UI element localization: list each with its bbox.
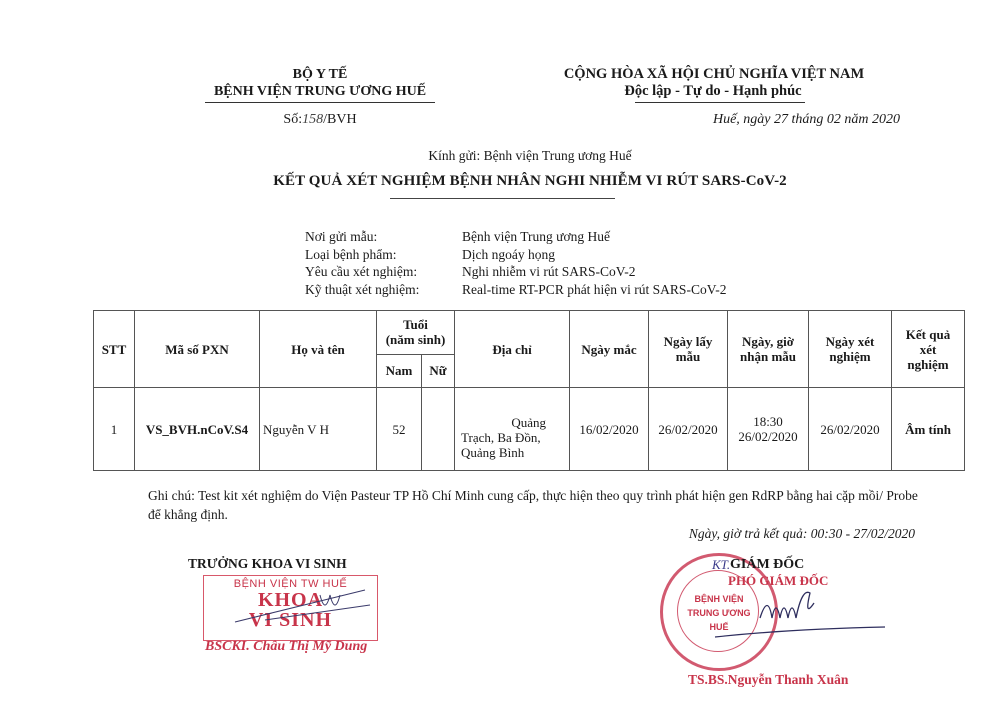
header-code: Mã số PXN bbox=[135, 311, 260, 388]
table-row bbox=[94, 388, 965, 471]
signature-left-scribble bbox=[225, 580, 375, 630]
header-stt: STT bbox=[94, 311, 135, 388]
note: Ghi chú: Test kit xét nghiệm do Viện Pasteur TP Hồ Chí Minh cung cấp, thực hiện theo quy trình phát hiện gen RdRP bằng hai cặp mồi/ Probe để khẳng định. bbox=[148, 488, 918, 522]
header-name: Họ và tên bbox=[260, 311, 377, 388]
document-number: Số:158/BVH bbox=[283, 112, 357, 127]
signature-left-name: BSCKI. Châu Thị Mỹ Dung bbox=[205, 639, 368, 654]
signature-right-subtitle: PHÓ GIÁM ĐỐC bbox=[728, 573, 829, 588]
header-age: Tuổi (năm sinh) bbox=[377, 311, 455, 355]
info-row-technique: Kỹ thuật xét nghiệm: Real-time RT-PCR phát hiện vi rút SARS-CoV-2 bbox=[305, 281, 727, 297]
nation-name: CỘNG HÒA XÃ HỘI CHỦ NGHĨA VIỆT NAM bbox=[563, 66, 865, 82]
cell-address: Quảng Trạch, Ba Đồn, Quảng Bình bbox=[455, 388, 570, 471]
header-address: Địa chỉ bbox=[455, 311, 570, 388]
cell-name: Nguyễn V H bbox=[260, 388, 377, 471]
cell-sample-date: 26/02/2020 bbox=[649, 388, 728, 471]
motto-divider bbox=[635, 102, 805, 103]
hospital-name: BỆNH VIỆN TRUNG ƯƠNG HUẾ bbox=[213, 84, 427, 99]
header-sample-date: Ngày lấy mẫu bbox=[649, 311, 728, 388]
header-test-date: Ngày xét nghiệm bbox=[809, 311, 892, 388]
cell-test-date: 26/02/2020 bbox=[809, 388, 892, 471]
results-table bbox=[93, 310, 965, 471]
signature-right-stroke bbox=[710, 625, 890, 645]
header-received: Ngày, giờ nhận mẫu bbox=[728, 311, 809, 388]
hospital-seal: BỆNH VIỆN TRUNG ƯƠNG HUẾ bbox=[660, 553, 778, 671]
cell-result: Âm tính bbox=[892, 388, 965, 471]
handwritten-number: 158 bbox=[302, 112, 324, 127]
ministry-name: BỘ Y TẾ bbox=[292, 67, 348, 82]
signature-left-title: TRƯỞNG KHOA VI SINH bbox=[188, 556, 347, 571]
place-date: Huế, ngày 27 tháng 02 năm 2020 bbox=[712, 112, 900, 127]
cell-stt: 1 bbox=[94, 388, 135, 471]
info-row-request: Yêu cầu xét nghiệm: Nghi nhiễm vi rút SARS-CoV-2 bbox=[305, 264, 636, 279]
header-age-female: Nữ bbox=[422, 354, 455, 387]
recipient-line: Kính gửi: Bệnh viện Trung ương Huế bbox=[428, 148, 632, 163]
document-title: KẾT QUẢ XÉT NGHIỆM BỆNH NHÂN NGHI NHIỄM VI RÚT SARS-CoV-2 bbox=[273, 173, 787, 189]
header-onset-date: Ngày mắc bbox=[570, 311, 649, 388]
national-motto: Độc lập - Tự do - Hạnh phúc bbox=[624, 83, 802, 99]
signature-right-prefix: KT. bbox=[712, 557, 731, 572]
cell-age-female bbox=[422, 388, 455, 471]
header-divider bbox=[205, 102, 435, 103]
return-time: Ngày, giờ trả kết quả: 00:30 - 27/02/2020 bbox=[688, 526, 915, 541]
department-stamp: BỆNH VIỆN TW HUẾ KHOA VI SINH bbox=[203, 575, 378, 641]
signature-right-name: TS.BS.Nguyễn Thanh Xuân bbox=[688, 672, 849, 687]
cell-received: 18:30 26/02/2020 bbox=[728, 388, 809, 471]
info-row-sender: Nơi gửi mẫu: Bệnh viện Trung ương Huế bbox=[305, 229, 610, 244]
header-result: Kết quả xét nghiệm bbox=[892, 311, 965, 388]
signature-right-title: GIÁM ĐỐC bbox=[730, 557, 805, 572]
national-header bbox=[508, 66, 928, 128]
cell-onset-date: 16/02/2020 bbox=[570, 388, 649, 471]
issuer-header bbox=[180, 66, 460, 128]
title-underline bbox=[390, 198, 615, 199]
cell-age-male: 52 bbox=[377, 388, 422, 471]
header-age-male: Nam bbox=[377, 354, 422, 387]
info-row-specimen: Loại bệnh phẩm: Dịch ngoáy họng bbox=[305, 246, 555, 262]
cell-code: VS_BVH.nCoV.S4 bbox=[135, 388, 260, 471]
table-header-row bbox=[94, 311, 965, 355]
sample-info bbox=[305, 228, 726, 298]
